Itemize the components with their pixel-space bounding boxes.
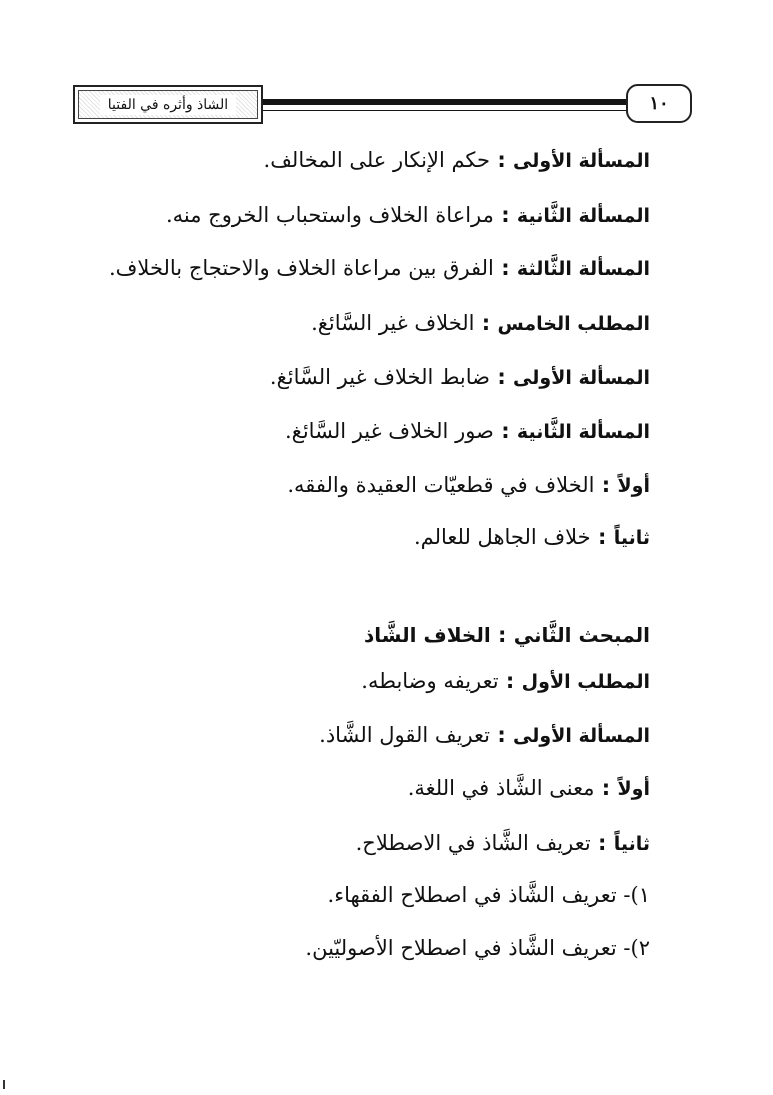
toc-section-heading: المبحث الثَّاني : الخلاف الشَّاذ [364,623,650,647]
toc-line-key: المطلب الأول [521,671,650,693]
toc-line-text: الخلاف غير السَّائغ. [311,311,475,335]
toc-line: المسألة الأولى : حكم الإنكار على المخالف. [263,148,650,172]
toc-line-text: تعريف القول الشَّاذ. [319,723,491,747]
toc-line-text: صور الخلاف غير السَّائغ. [284,419,494,443]
toc-line-key: أولاً [617,778,650,800]
toc-line-key: ثانياً [613,833,650,855]
toc-line: أولاً : معنى الشَّاذ في اللغة. [407,776,650,800]
toc-line-text: تعريفه وضابطه. [361,669,499,693]
book-title: الشاذ وأثره في الفتيا [100,95,236,115]
toc-line-text: معنى الشَّاذ في اللغة. [407,776,595,800]
toc-line-key: ١)- [623,883,650,907]
toc-line: أولاً : الخلاف في قطعيّات العقيدة والفقه. [287,473,650,497]
toc-line-key: المسألة الثَّانية [516,421,650,443]
toc-line-key: ثانياً [613,527,650,549]
toc-line-key: المسألة الثَّالثة [516,258,650,280]
toc-line-key: أولاً [617,475,650,497]
toc-line [328,880,650,910]
toc-line: المطلب الأول : تعريفه وضابطه. [361,669,650,693]
toc-line-key: المسألة الأولى [513,367,650,389]
toc-line-key: ٢)- [623,936,650,960]
toc-line-text: ضابط الخلاف غير السَّائغ. [269,365,491,389]
toc-line-key: المسألة الأولى [513,725,650,747]
toc-line: المطلب الخامس : الخلاف غير السَّائغ. [311,311,650,335]
toc-line: المسألة الثَّانية : صور الخلاف غير السَّائغ. [284,419,650,443]
toc-line: المسألة الثَّالثة : الفرق بين مراعاة الخلاف والاحتجاج بالخلاف. [108,256,650,280]
toc-line-key: المسألة الثَّانية [516,205,650,227]
toc-line: ثانياً : خلاف الجاهل للعالم. [413,525,650,549]
toc-line-text: الخلاف في قطعيّات العقيدة والفقه. [287,473,595,497]
toc-line-text: تعريف الشَّاذ في اصطلاح الأصوليّين. [305,936,617,960]
toc-line-key: المطلب الخامس [497,313,650,335]
toc-line-text: الخلاف الشَّاذ [364,623,491,647]
toc-line-text: تعريف الشَّاذ في اصطلاح الفقهاء. [327,883,617,907]
toc-line-text: حكم الإنكار على المخالف. [263,148,491,172]
toc-line-text: خلاف الجاهل للعالم. [413,525,591,549]
page-number: ١٠ [649,93,669,114]
toc-line-key: المبحث الثَّاني [513,623,650,647]
toc-line-key: المسألة الأولى [513,150,650,172]
toc-line-text: الفرق بين مراعاة الخلاف والاحتجاج بالخلاف. [108,256,494,280]
toc-line: ثانياً : تعريف الشَّاذ في الاصطلاح. [355,831,650,855]
toc-line: المسألة الثَّانية : مراعاة الخلاف واستحباب الخروج منه. [165,203,650,227]
page-edge-mark [3,1080,5,1089]
toc-line [305,933,650,963]
toc-line-text: تعريف الشَّاذ في الاصطلاح. [355,831,591,855]
toc-line: المسألة الأولى : ضابط الخلاف غير السَّائغ. [269,365,650,389]
toc-line: المسألة الأولى : تعريف القول الشَّاذ. [319,723,650,747]
toc-line-text: مراعاة الخلاف واستحباب الخروج منه. [165,203,494,227]
